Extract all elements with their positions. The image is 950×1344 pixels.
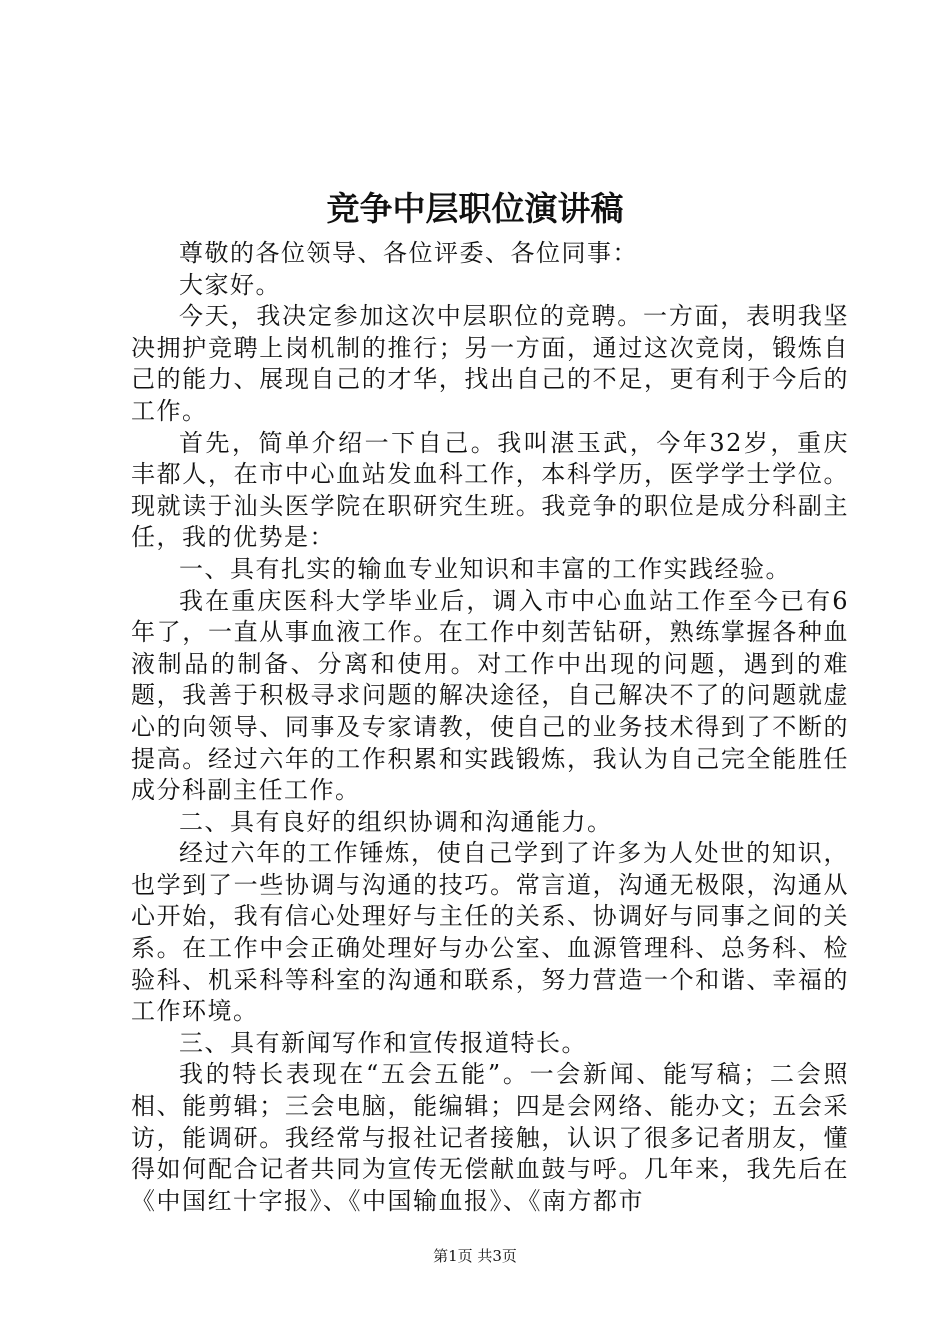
paragraph-communication: 经过六年的工作锤炼，使自己学到了许多为人处世的知识，也学到了一些协调与沟通的技巧。常言道，沟通无极限，沟通从心开始，我有信心处理好与主任的关系、协调好与同事之间的关系。在工作中会正确处理好与办公室、血源管理科、总务科、检验科、机采科等科室的沟通和联系，努力营造一个和谐、幸福的工作环境。 [131, 839, 849, 1026]
paragraph-experience: 我在重庆医科大学毕业后，调入市中心血站工作至今已有6年了，一直从事血液工作。在工作中刻苦钻研，熟练掌握各种血液制品的制备、分离和使用。对工作中出现的问题，遇到的难题，我善于积极寻求问题的解决途径，自己解决不了的问题就虚心的向领导、同事及专家请教，使自己的业务技术得到了不断的提高。经过六年的工作积累和实践锻炼，我认为自己完全能胜任成分科副主任工作。 [131, 586, 849, 805]
document-title: 竞争中层职位演讲稿 [326, 189, 624, 228]
paragraph-heading-3: 三、具有新闻写作和宣传报道特长。 [179, 1028, 587, 1057]
paragraph-salutation: 尊敬的各位领导、各位评委、各位同事： [179, 239, 638, 267]
paragraph-specialty: 我的特长表现在“五会五能”。一会新闻、能写稿；二会照相、能剪辑；三会电脑，能编辑；四是会网络、能办文；五会采访，能调研。我经常与报社记者接触，认识了很多记者朋友，懂得如何配合记者共同为宣传无偿献血鼓与呼。几年来，我先后在《中国红十字报》、《中国输血报》、《南方都市 [131, 1060, 849, 1215]
document-body [131, 238, 849, 1217]
paragraph-heading-2: 二、具有良好的组织协调和沟通能力。 [179, 807, 613, 836]
paragraph-intro: 今天，我决定参加这次中层职位的竞聘。一方面，表明我坚决拥护竞聘上岗机制的推行；另一方面，通过这次竞岗，锻炼自己的能力、展现自己的才华，找出自己的不足，更有利于今后的工作。 [131, 302, 849, 425]
page-number-footer: 第1页 共3页 [433, 1247, 517, 1265]
paragraph-self-introduction: 首先，简单介绍一下自己。我叫湛玉武，今年32岁，重庆丰都人，在市中心血站发血科工作，本科学历，医学学士学位。现就读于汕头医学院在职研究生班。我竞争的职位是成分科副主任，我的优势是： [131, 428, 849, 552]
paragraph-heading-1: 一、具有扎实的输血专业知识和丰富的工作实践经验。 [179, 554, 791, 583]
paragraph-greeting: 大家好。 [179, 270, 281, 299]
